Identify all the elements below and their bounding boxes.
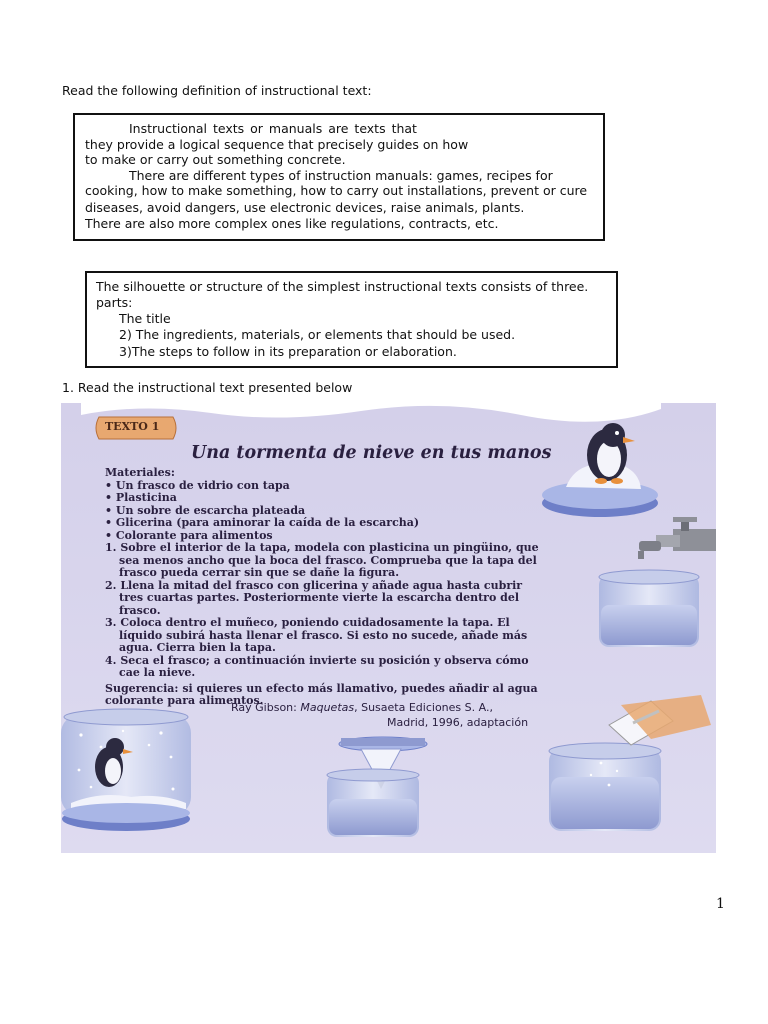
step-1 bbox=[105, 542, 539, 580]
materials-block bbox=[105, 467, 419, 542]
page-number: 1 bbox=[716, 896, 725, 912]
definition-line: Instructional texts or manuals are texts that bbox=[129, 121, 417, 136]
instructional-text-figure bbox=[61, 395, 716, 853]
step-line: tres cuartas partes. Posteriormente vierte la escarcha dentro del bbox=[119, 591, 520, 604]
definition-line: There are different types of instruction manuals: games, recipes for bbox=[129, 168, 553, 183]
definition-box bbox=[73, 113, 605, 241]
definition-line: they provide a logical sequence that precisely guides on how bbox=[85, 137, 469, 152]
step-line: cae la nieve. bbox=[119, 666, 196, 679]
material-item: • Plasticina bbox=[105, 491, 177, 504]
steps-block bbox=[105, 542, 539, 708]
step-line: 1. Sobre el interior de la tapa, modela con plasticina un pingüino, que bbox=[105, 541, 539, 554]
step-3 bbox=[105, 617, 539, 655]
definition-line: There are also more complex ones like regulations, contracts, etc. bbox=[85, 216, 499, 231]
step-line: frasco pueda cerrar sin que se dañe la figura. bbox=[119, 566, 400, 579]
step-4 bbox=[105, 655, 539, 680]
structure-line: 2) The ingredients, materials, or elements that should be used. bbox=[119, 327, 516, 342]
material-item: • Un sobre de escarcha plateada bbox=[105, 503, 306, 517]
step-line: 2. Llena la mitad del frasco con glicerina y añade agua hasta cubrir bbox=[105, 578, 523, 592]
step-line: 3. Coloca dentro el muñeco, poniendo cuidadosamente la tapa. El bbox=[105, 616, 510, 629]
step-line: 4. Seca el frasco; a continuación invierte su posición y observa cómo bbox=[105, 653, 529, 667]
jar-with-water-illustration bbox=[599, 570, 699, 647]
suggestion-line: colorante para alimentos. bbox=[105, 694, 264, 707]
intro-text: Read the following definition of instructional text: bbox=[62, 83, 372, 98]
step-line: agua. Cierra bien la tapa. bbox=[119, 641, 276, 654]
step-line: frasco. bbox=[119, 603, 161, 617]
step-line: sea menos ancho que la boca del frasco. Comprueba que la tapa del bbox=[119, 553, 537, 567]
figure-title: Una tormenta de nieve en tus manos bbox=[191, 443, 552, 463]
structure-line: The title bbox=[119, 311, 171, 326]
citation-line-2: Madrid, 1996, adaptación bbox=[387, 716, 529, 729]
definition-line: diseases, avoid dangers, use electronic devices, raise animals, plants. bbox=[85, 200, 525, 215]
suggestion-line: Sugerencia: si quieres un efecto más llamativo, puedes añadir al agua bbox=[105, 681, 538, 695]
structure-line: 3)The steps to follow in its preparation or elaboration. bbox=[119, 344, 457, 359]
snow-globe-illustration bbox=[61, 709, 191, 831]
definition-line: cooking, how to make something, how to carry out installations, prevent or cure bbox=[85, 183, 588, 198]
structure-line: The silhouette or structure of the simplest instructional texts consists of three. bbox=[96, 279, 589, 294]
material-item: • Glicerina (para aminorar la caída de la escarcha) bbox=[105, 516, 420, 529]
material-item: • Colorante para alimentos bbox=[105, 528, 273, 542]
step-line: líquido subirá hasta llenar el frasco. Si esto no sucede, añade más bbox=[119, 628, 528, 642]
citation-line-1 bbox=[231, 701, 493, 714]
materials-heading: Materiales: bbox=[105, 466, 175, 479]
definition-line: to make or carry out something concrete. bbox=[85, 152, 346, 167]
structure-box bbox=[85, 271, 618, 368]
material-item: • Un frasco de vidrio con tapa bbox=[105, 478, 290, 492]
citation-book: Maquetas bbox=[300, 701, 355, 714]
step-2 bbox=[105, 580, 539, 618]
texto-tag-label: TEXTO 1 bbox=[105, 420, 160, 433]
citation-rest: , Susaeta Ediciones S. A., bbox=[354, 701, 493, 714]
citation-author: Ray Gibson: bbox=[231, 701, 301, 714]
question-1: 1. Read the instructional text presented below bbox=[62, 380, 353, 395]
structure-line: parts: bbox=[96, 295, 133, 310]
